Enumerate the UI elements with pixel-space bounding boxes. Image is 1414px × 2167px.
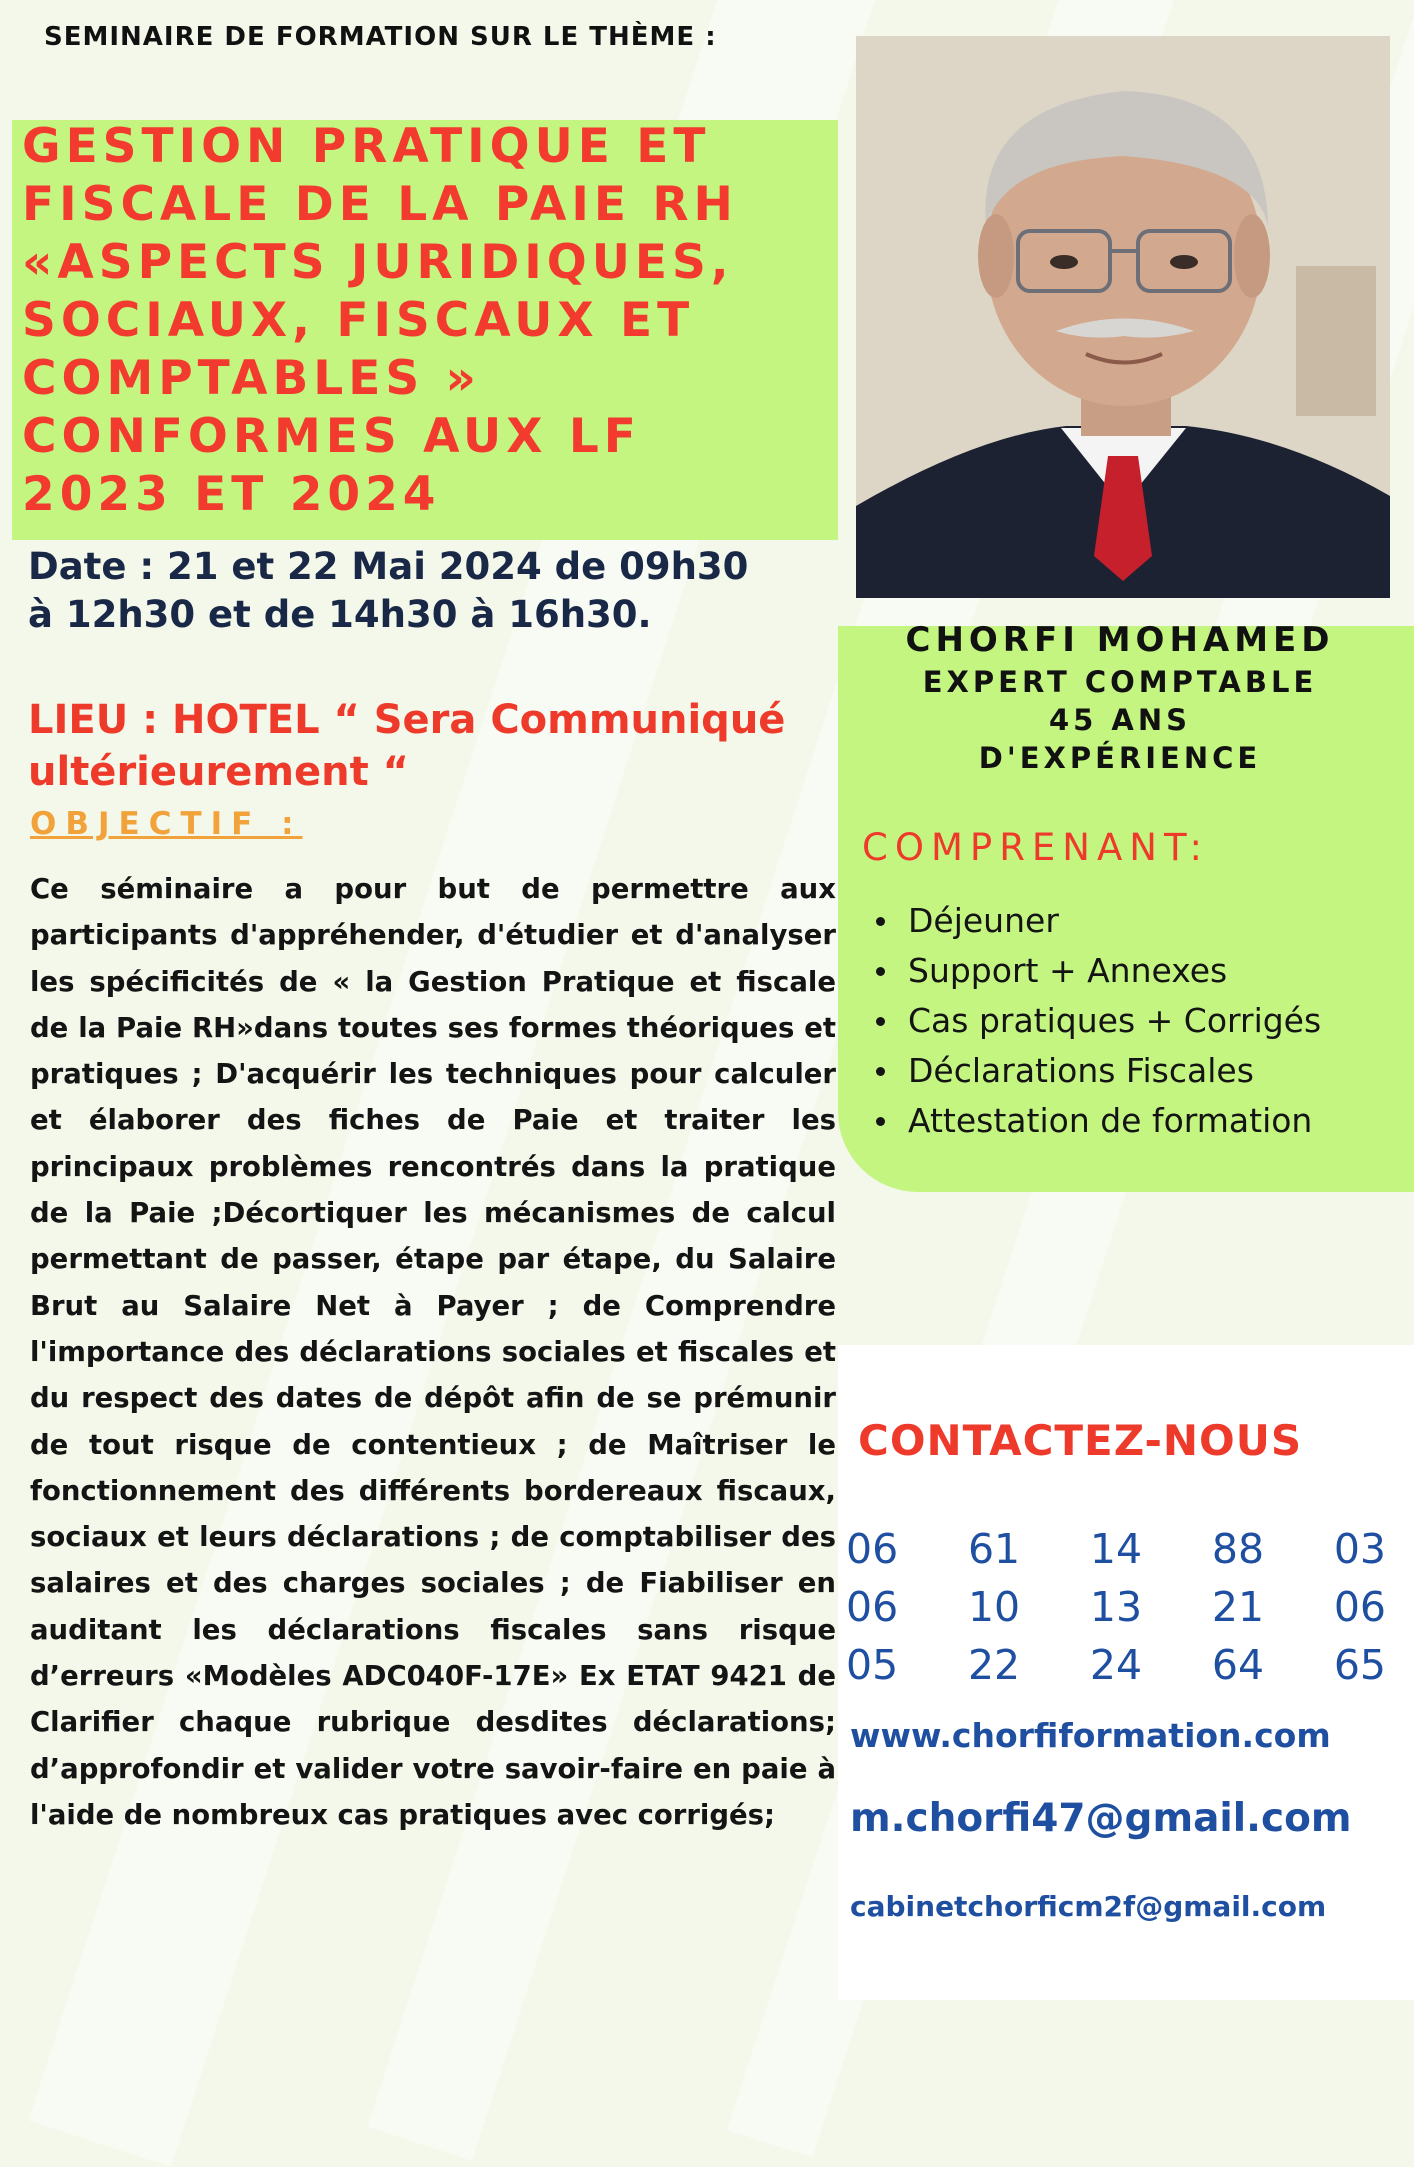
location-line: LIEU : HOTEL “ Sera Communiqué xyxy=(28,697,786,743)
title-line: CONFORMES AUX LF xyxy=(22,409,641,464)
phone-digit-group: 14 xyxy=(1089,1525,1143,1573)
title-line: 2023 ET 2024 xyxy=(22,467,441,522)
seminar-header: SEMINAIRE DE FORMATION SUR LE THÈME : xyxy=(44,22,717,52)
phone-digit-group: 22 xyxy=(967,1641,1021,1689)
title-line: GESTION PRATIQUE ET xyxy=(22,119,711,174)
schedule-line: à 12h30 et de 14h30 à 16h30. xyxy=(28,593,652,636)
phone-digit-group: 88 xyxy=(1211,1525,1265,1573)
phone-digit-group: 05 xyxy=(846,1641,899,1689)
phone-digit-group: 06 xyxy=(846,1525,899,1573)
email-link-primary[interactable]: m.chorfi47@gmail.com xyxy=(850,1796,1352,1841)
trainer-portrait-illustration xyxy=(856,36,1390,598)
trainer-role xyxy=(850,663,1390,777)
contact-title: CONTACTEZ-NOUS xyxy=(858,1416,1303,1465)
phone-number-row[interactable] xyxy=(846,1641,1386,1697)
seminar-schedule xyxy=(28,543,858,639)
phone-digit-group: 10 xyxy=(967,1583,1021,1631)
phone-number-row[interactable] xyxy=(846,1583,1386,1639)
phone-digit-group: 61 xyxy=(967,1525,1021,1573)
phone-digit-group: 64 xyxy=(1211,1641,1265,1689)
objective-body: Ce séminaire a pour but de permettre aux participants d'appréhender, d'étudier et d'analyser les spécificités de « la Gestion Pratique et fiscale de la Paie RH»dans toutes ses formes théoriques et pratiques ; D'acquérir les techniques pour calculer et élaborer des fiches de Paie et traiter les principaux problèmes rencontrés dans la pratique de la Paie ;Décortiquer les mécanismes de calcul permettant de passer, étape par étape, du Salaire Brut au Salaire Net à Payer ; de Comprendre l'importance des déclarations sociales et fiscales et du respect des dates de dépôt afin de se prémunir de tout risque de contentieux ; de Maîtriser le fonctionnement des différents bordereaux fiscaux, sociaux et leurs déclarations ; de comptabiliser des salaires et des charges sociales ; de Fiabiliser en auditant les déclarations fiscales sans risque d’erreurs «Modèles ADC040F-17E» Ex ETAT 9421 de Clarifier chaque rubrique desdites déclarations; d’approfondir et valider votre savoir-faire en paie à l'aide de nombreux cas pratiques avec corrigés; xyxy=(30,873,836,1831)
seminar-title xyxy=(22,118,842,524)
trainer-photo xyxy=(856,36,1390,598)
phone-digit-group: 06 xyxy=(846,1583,899,1631)
title-line: SOCIAUX, FISCAUX ET xyxy=(22,293,695,348)
includes-item: Support + Annexes xyxy=(872,946,1321,996)
trainer-name: CHORFI MOHAMED xyxy=(905,620,1335,660)
phone-digit-group: 24 xyxy=(1089,1641,1143,1689)
includes-item: Cas pratiques + Corrigés xyxy=(872,996,1321,1046)
trainer-role-line: 45 ANS xyxy=(1048,703,1192,737)
includes-item: Attestation de formation xyxy=(872,1096,1321,1146)
title-line: FISCALE DE LA PAIE RH xyxy=(22,177,738,232)
includes-title: COMPRENANT: xyxy=(862,826,1209,869)
website-link[interactable]: www.chorfiformation.com xyxy=(850,1716,1331,1755)
title-line: «ASPECTS JURIDIQUES, xyxy=(22,235,734,290)
phone-digit-group: 03 xyxy=(1333,1525,1386,1573)
phone-number-row[interactable] xyxy=(846,1525,1386,1581)
includes-item: Déjeuner xyxy=(872,896,1321,946)
phone-digit-group: 21 xyxy=(1211,1583,1265,1631)
includes-item: Déclarations Fiscales xyxy=(872,1046,1321,1096)
trainer-role-line: EXPERT COMPTABLE xyxy=(922,665,1318,699)
location-line: ultérieurement “ xyxy=(28,749,409,795)
phone-digit-group: 13 xyxy=(1089,1583,1143,1631)
email-link-secondary[interactable]: cabinetchorficm2f@gmail.com xyxy=(850,1890,1327,1923)
schedule-line: Date : 21 et 22 Mai 2024 de 09h30 xyxy=(28,545,749,588)
trainer-role-line: D'EXPÉRIENCE xyxy=(978,741,1262,775)
objective-label: OBJECTIF : xyxy=(30,806,303,842)
includes-list xyxy=(872,896,1321,1146)
seminar-location xyxy=(28,694,858,798)
title-line: COMPTABLES » xyxy=(22,351,481,406)
phone-digit-group: 65 xyxy=(1333,1641,1386,1689)
phone-digit-group: 06 xyxy=(1333,1583,1386,1631)
